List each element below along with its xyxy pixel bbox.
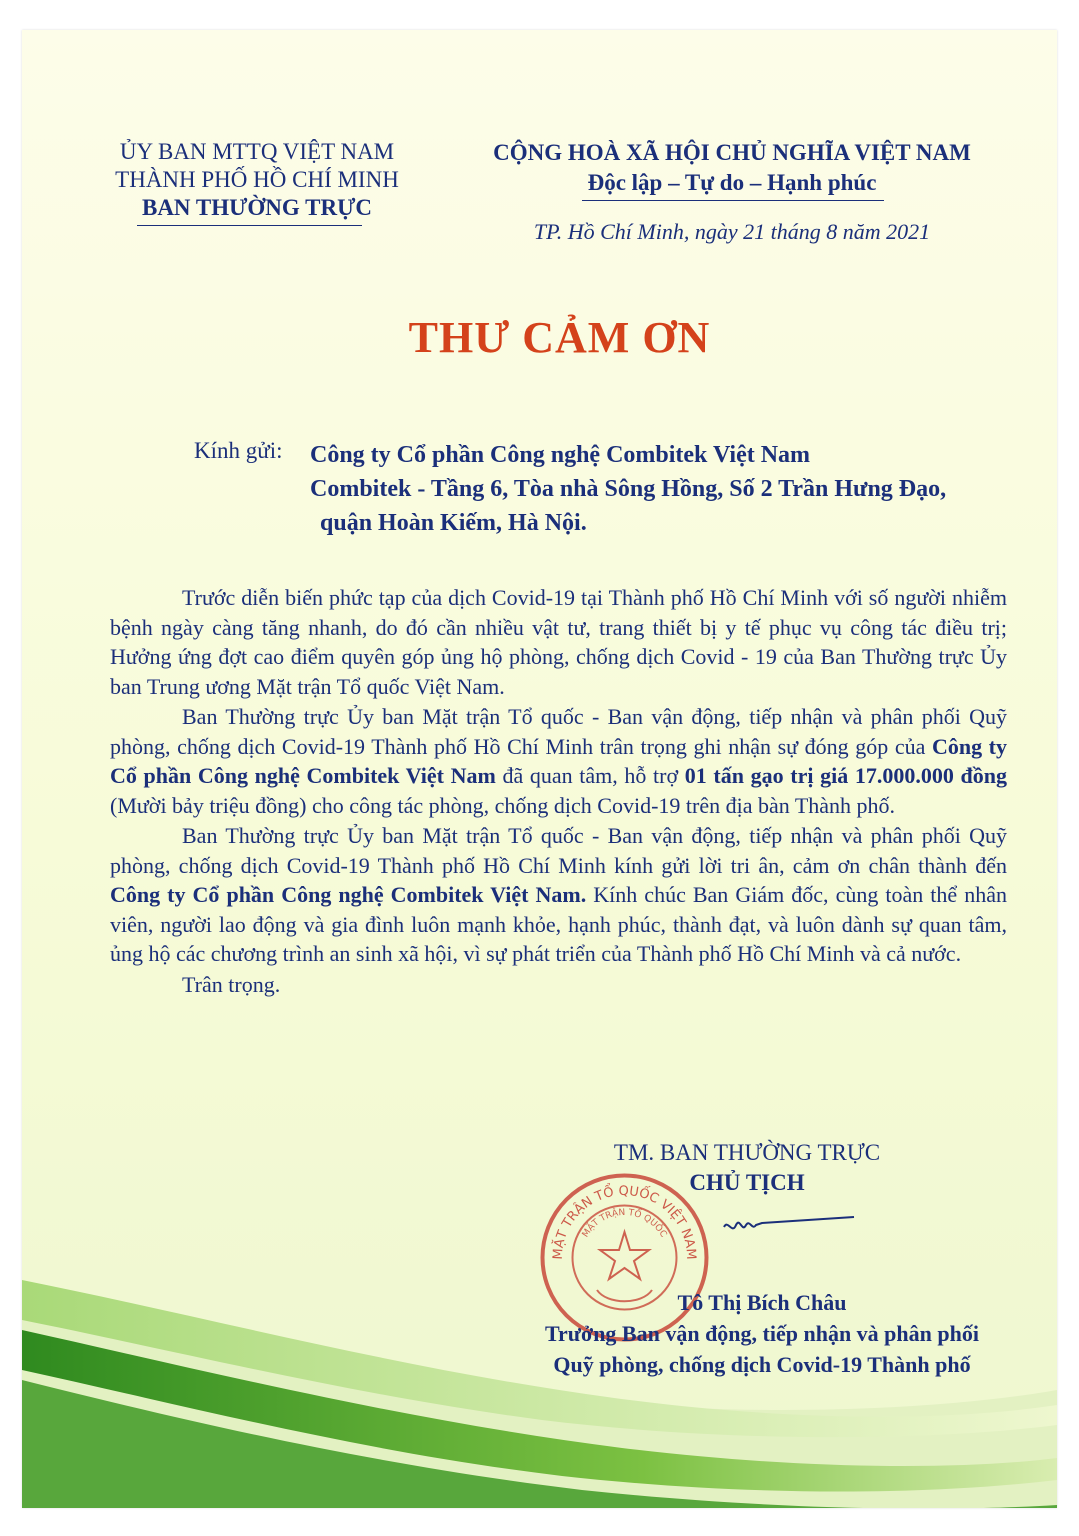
paragraph-3-text-a: Ban Thường trực Ủy ban Mặt trận Tổ quốc - Ban vận động, tiếp nhận và phân phối Quỹ phòng, chống dịch Covid-19 Thành phố Hồ Chí Minh kính gửi lời tri ân, cảm ơn chân thành đến <box>110 823 1007 878</box>
signer-name: Tô Thị Bích Châu <box>677 1290 847 1315</box>
issuer-header <box>107 138 407 222</box>
stamp-outer-text: MẶT TRẬN TỔ QUỐC VIỆT NAM <box>550 1183 699 1260</box>
paragraph-3-text-b: Kính chúc Ban Giám đốc, cùng toàn thể nhân viên, người lao động và gia đình luôn mạnh khỏe, hạnh phúc, thành đạt, và luôn dành sự quan tâm, ủng hộ các chương trình an sinh xã hội, vì sự phát triển của Thành phố Hồ Chí Minh và cả nước. <box>110 882 1007 966</box>
paragraph-2-text-b: đã quan tâm, hỗ trợ <box>495 763 685 788</box>
signer-block <box>492 1287 1032 1380</box>
paragraph-3-company: Công ty Cổ phần Công nghệ Combitek Việt Nam. <box>110 882 587 907</box>
recipient-label: Kính gửi: <box>194 438 283 463</box>
paragraph-2-company: Công ty Cổ phần Công nghệ Combitek Việt Nam <box>110 733 1007 788</box>
national-motto: Độc lập – Tự do – Hạnh phúc <box>587 170 877 195</box>
paragraph-2-text-a: Ban Thường trực Ủy ban Mặt trận Tổ quốc - Ban vận động, tiếp nhận và phân phối Quỹ phòng, chống dịch Covid-19 Thành phố Hồ Chí Minh trân trọng ghi nhận sự đóng góp của <box>110 704 1007 759</box>
letter-title: THƯ CẢM ƠN <box>408 313 711 362</box>
recipient-line-3: quận Hoàn Kiếm, Hà Nội. <box>320 510 587 536</box>
issuer-line-2: THÀNH PHỐ HỒ CHÍ MINH <box>115 167 399 192</box>
national-header <box>462 138 1002 198</box>
issuer-line-1: ỦY BAN MTTQ VIỆT NAM <box>119 139 395 164</box>
stamp-inner-text: MẶT TRẬN TỔ QUỐC <box>580 1207 669 1240</box>
paragraph-2 <box>110 702 1007 820</box>
motto-underline <box>582 200 884 201</box>
national-title: CỘNG HOÀ XÃ HỘI CHỦ NGHĨA VIỆT NAM <box>493 140 971 165</box>
issuer-line-3: BAN THƯỜNG TRỰC <box>141 195 373 220</box>
letter-date: TP. Hồ Chí Minh, ngày 21 tháng 8 năm 2021 <box>533 219 931 244</box>
paragraph-1: Trước diễn biến phức tạp của dịch Covid-19 tại Thành phố Hồ Chí Minh với số người nhiễm bệnh ngày càng tăng nhanh, do đó cần nhiều vật tư, trang thiết bị y tế phục vụ công tác điều trị; Hưởng ứng đợt cao điểm quyên góp ủng hộ phòng, chống dịch Covid - 19 của Ban Thường trực Ủy ban Trung ương Mặt trận Tổ quốc Việt Nam. <box>110 585 1007 699</box>
recipient-block <box>310 438 946 540</box>
paragraph-2-gift: 01 tấn gạo trị giá 17.000.000 đồng <box>684 763 1007 788</box>
signature-authority <box>582 1138 912 1198</box>
handwritten-signature <box>722 1205 862 1245</box>
signature-org-line: TM. BAN THƯỜNG TRỰC <box>613 1140 881 1165</box>
recipient-line-1: Công ty Cổ phần Công nghệ Combitek Việt Nam <box>310 442 811 468</box>
paragraph-2-text-c: (Mười bảy triệu đồng) cho công tác phòng, chống dịch Covid-19 trên địa bàn Thành phố. <box>110 792 896 818</box>
recipient-line-2: Combitek - Tầng 6, Tòa nhà Sông Hồng, Số 2 Trần Hưng Đạo, <box>310 476 947 502</box>
letter-body <box>110 583 1007 999</box>
signer-title-1: Trưởng Ban vận động, tiếp nhận và phân phối <box>545 1321 979 1346</box>
letter-page <box>22 30 1057 1508</box>
issuer-underline <box>137 225 362 226</box>
signature-role: CHỦ TỊCH <box>689 1170 805 1195</box>
paragraph-3 <box>110 821 1007 969</box>
signer-title-2: Quỹ phòng, chống dịch Covid-19 Thành phố <box>553 1352 971 1377</box>
closing: Trân trọng. <box>182 971 281 997</box>
